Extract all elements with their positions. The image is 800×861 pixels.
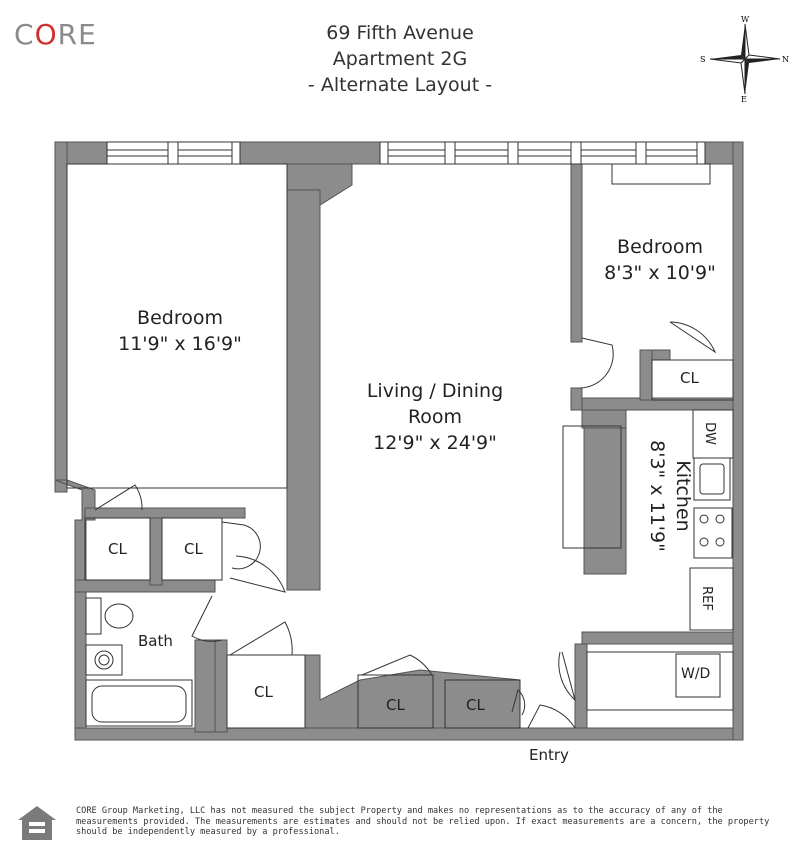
wall-bath-top bbox=[75, 580, 215, 592]
bedroom2-size: 8'3" x 10'9" bbox=[604, 262, 716, 284]
washer-dryer-label: W/D bbox=[681, 666, 711, 682]
wall-left-step bbox=[55, 480, 95, 740]
door-b2-closet bbox=[670, 322, 715, 352]
wall-b2-lower bbox=[571, 388, 582, 410]
logo-re: RE bbox=[57, 18, 97, 51]
wall-b2-left bbox=[571, 142, 582, 342]
closet-label-5: CL bbox=[466, 696, 485, 714]
door-hall-b1 bbox=[230, 556, 285, 592]
kitchen-size: 8'3" x 11'9" bbox=[646, 440, 668, 552]
wall-left-upper bbox=[55, 142, 67, 492]
wall-closets-mid bbox=[150, 510, 162, 585]
closet-label-6: CL bbox=[680, 369, 699, 387]
vanity bbox=[86, 645, 122, 675]
wall-living-bottom bbox=[305, 655, 520, 728]
door-cl-bath bbox=[230, 622, 292, 655]
bath-label: Bath bbox=[138, 632, 173, 650]
wall-kitchen-counter bbox=[584, 428, 626, 574]
wall-entry-right bbox=[575, 644, 587, 728]
unit-number: Apartment 2G bbox=[332, 48, 468, 70]
closet-label-1: CL bbox=[108, 540, 127, 558]
door-b1-cl-b bbox=[222, 522, 260, 569]
door-bath bbox=[192, 596, 222, 641]
logo-c: C bbox=[14, 18, 35, 51]
living-label bbox=[345, 378, 525, 456]
door-bedroom2 bbox=[580, 338, 613, 388]
wall-kitchen-bottom bbox=[582, 632, 733, 644]
bedroom2-label bbox=[590, 234, 730, 286]
logo-o: O bbox=[34, 18, 58, 51]
compass-w: W bbox=[741, 15, 750, 24]
door-entry bbox=[528, 705, 575, 728]
kitchen-label bbox=[644, 426, 696, 566]
wall-b1-living bbox=[287, 190, 320, 590]
wall-b2-closet bbox=[640, 350, 652, 400]
kitchen-name: Kitchen bbox=[672, 460, 694, 532]
stove bbox=[694, 508, 732, 558]
closet-label-4: CL bbox=[386, 696, 405, 714]
living-name-1: Living / Dining bbox=[366, 380, 504, 402]
window-2 bbox=[380, 142, 705, 164]
wall-b2-closet2 bbox=[652, 350, 670, 360]
wall-cl-bottom bbox=[215, 640, 227, 732]
wall-closets-top bbox=[85, 508, 245, 518]
bathtub bbox=[86, 680, 192, 726]
address: 69 Fifth Avenue bbox=[326, 22, 474, 44]
door-b1-cl-a bbox=[95, 485, 142, 510]
wall-kitchen-left bbox=[582, 410, 626, 428]
compass-n: N bbox=[782, 55, 789, 64]
door-wd bbox=[559, 652, 575, 700]
compass-s: S bbox=[700, 55, 706, 64]
bedroom1-name: Bedroom bbox=[137, 307, 223, 329]
wall-bottom bbox=[75, 728, 743, 740]
bedroom1-label bbox=[100, 305, 260, 357]
bedroom1-size: 11'9" x 16'9" bbox=[118, 333, 242, 355]
closet-label-3: CL bbox=[254, 683, 273, 701]
dishwasher-label: DW bbox=[701, 422, 717, 445]
compass-e: E bbox=[741, 95, 747, 104]
wall-right bbox=[733, 142, 743, 740]
disclaimer: CORE Group Marketing, LLC has not measured the subject Property and makes no representations as to the accuracy of any of the measurements provided. The measurements are estimates and should not be relied upon. If exact measurements are a concern, the property should be independently measured by a professional. bbox=[76, 806, 770, 838]
refrigerator-label: REF bbox=[698, 586, 714, 611]
living-size: 12'9" x 24'9" bbox=[373, 432, 497, 454]
wd-closet bbox=[587, 652, 733, 710]
wall-top-mid bbox=[240, 142, 380, 164]
living-name-2: Room bbox=[407, 406, 463, 428]
bedroom2-closet-shelf bbox=[612, 164, 710, 184]
equal-housing-icon bbox=[16, 804, 58, 842]
layout-note: - Alternate Layout - bbox=[307, 74, 493, 96]
bedroom2-name: Bedroom bbox=[617, 236, 703, 258]
entry-label: Entry bbox=[529, 746, 569, 764]
toilet-tank bbox=[86, 598, 101, 634]
closet-label-2: CL bbox=[184, 540, 203, 558]
